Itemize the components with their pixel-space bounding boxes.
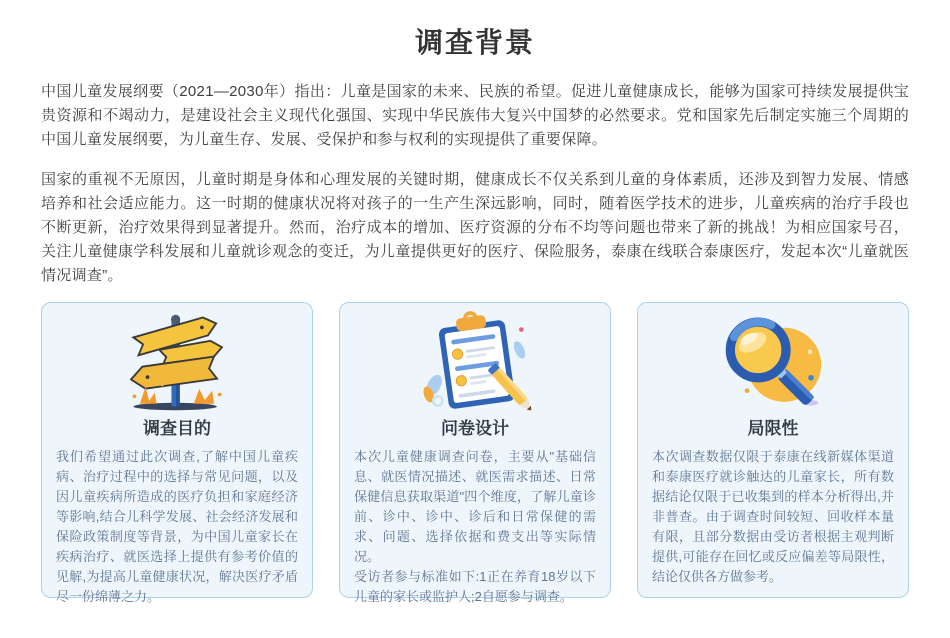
info-cards <box>41 302 909 604</box>
background-paragraph-1: 中国儿童发展纲要（2021—2030年）指出：儿童是国家的未来、民族的希望。促进儿童健康成长，能够为国家可持续发展提供宝贵资源和不竭动力，是建设社会主义现代化强国、实现中华民族伟大复兴中国梦的必然要求。党和国家先后制定实施三个周期的中国儿童发展纲要，为儿童生存、发展、受保护和参与权利的实现提供了重要保障。 <box>41 83 909 148</box>
card-body-survey-purpose: 我们希望通过此次调查,了解中国儿童疾病、治疗过程中的选择与常见问题，以及因儿童疾病所造成的医疗负担和家庭经济等影响,结合儿科学发展、社会经济发展和保险政策制度等背景，为中国儿童家长在疾病治疗、就医选择上提供有参考价值的见解,为提高儿童健康状况，解决医疗矛盾尽一份绵薄之力。 <box>56 449 298 604</box>
card-title-questionnaire-design: 问卷设计 <box>441 419 509 438</box>
card-body-questionnaire-criteria: 受访者参与标准如下:1正在养育18岁以下儿童的家长或监护人;2自愿参与调查。 <box>354 569 596 604</box>
card-questionnaire-design <box>339 302 611 604</box>
background-text <box>41 80 909 288</box>
signpost-illustration-icon <box>56 309 298 415</box>
page-title: 调查背景 <box>414 27 535 58</box>
card-body-limitations: 本次调查数据仅限于泰康在线新媒体渠道和泰康医疗就诊触达的儿童家长，所有数据结论仅限于已收集到的样本分析得出,并非普查。由于调查时间较短、回收样本量有限，且部分数据由受访者根据主观判断提供,可能存在回忆或反应偏差等局限性，结论仅供各方做参考。 <box>652 449 894 584</box>
background-paragraph-2: 国家的重视不无原因，儿童时期是身体和心理发展的关键时期，健康成长不仅关系到儿童的身体素质，还涉及到智力发展、情感培养和社会适应能力。这一时期的健康状况将对孩子的一生产生深远影响，同时，随着医学技术的进步，儿童疾病的治疗手段也不断更新，治疗效果得到显著提升。然而，治疗成本的增加、医疗资源的分布不均等问题也带来了新的挑战！为相应国家号召，关注儿童健康学科发展和儿童就诊观念的变迁，为儿童提供更好的医疗、保险服务，泰康在线联合泰康医疗，发起本次“儿童就医情况调查”。 <box>41 171 909 284</box>
card-body-questionnaire-design: 本次儿童健康调查问卷，主要从"基础信息、就医情况描述、就医需求描述、日常保健信息获取渠道"四个维度，了解儿童诊前、诊中、诊中、诊后和日常保健的需求、问题、选择依据和费支出等实际情况。 <box>354 449 596 564</box>
card-survey-purpose <box>41 302 313 604</box>
card-limitations <box>637 302 909 598</box>
card-title-survey-purpose: 调查目的 <box>143 419 211 438</box>
magnifier-illustration-icon <box>652 309 894 415</box>
survey-background-page <box>0 26 950 638</box>
clipboard-checklist-illustration-icon <box>354 309 596 415</box>
card-title-limitations: 局限性 <box>747 419 799 438</box>
